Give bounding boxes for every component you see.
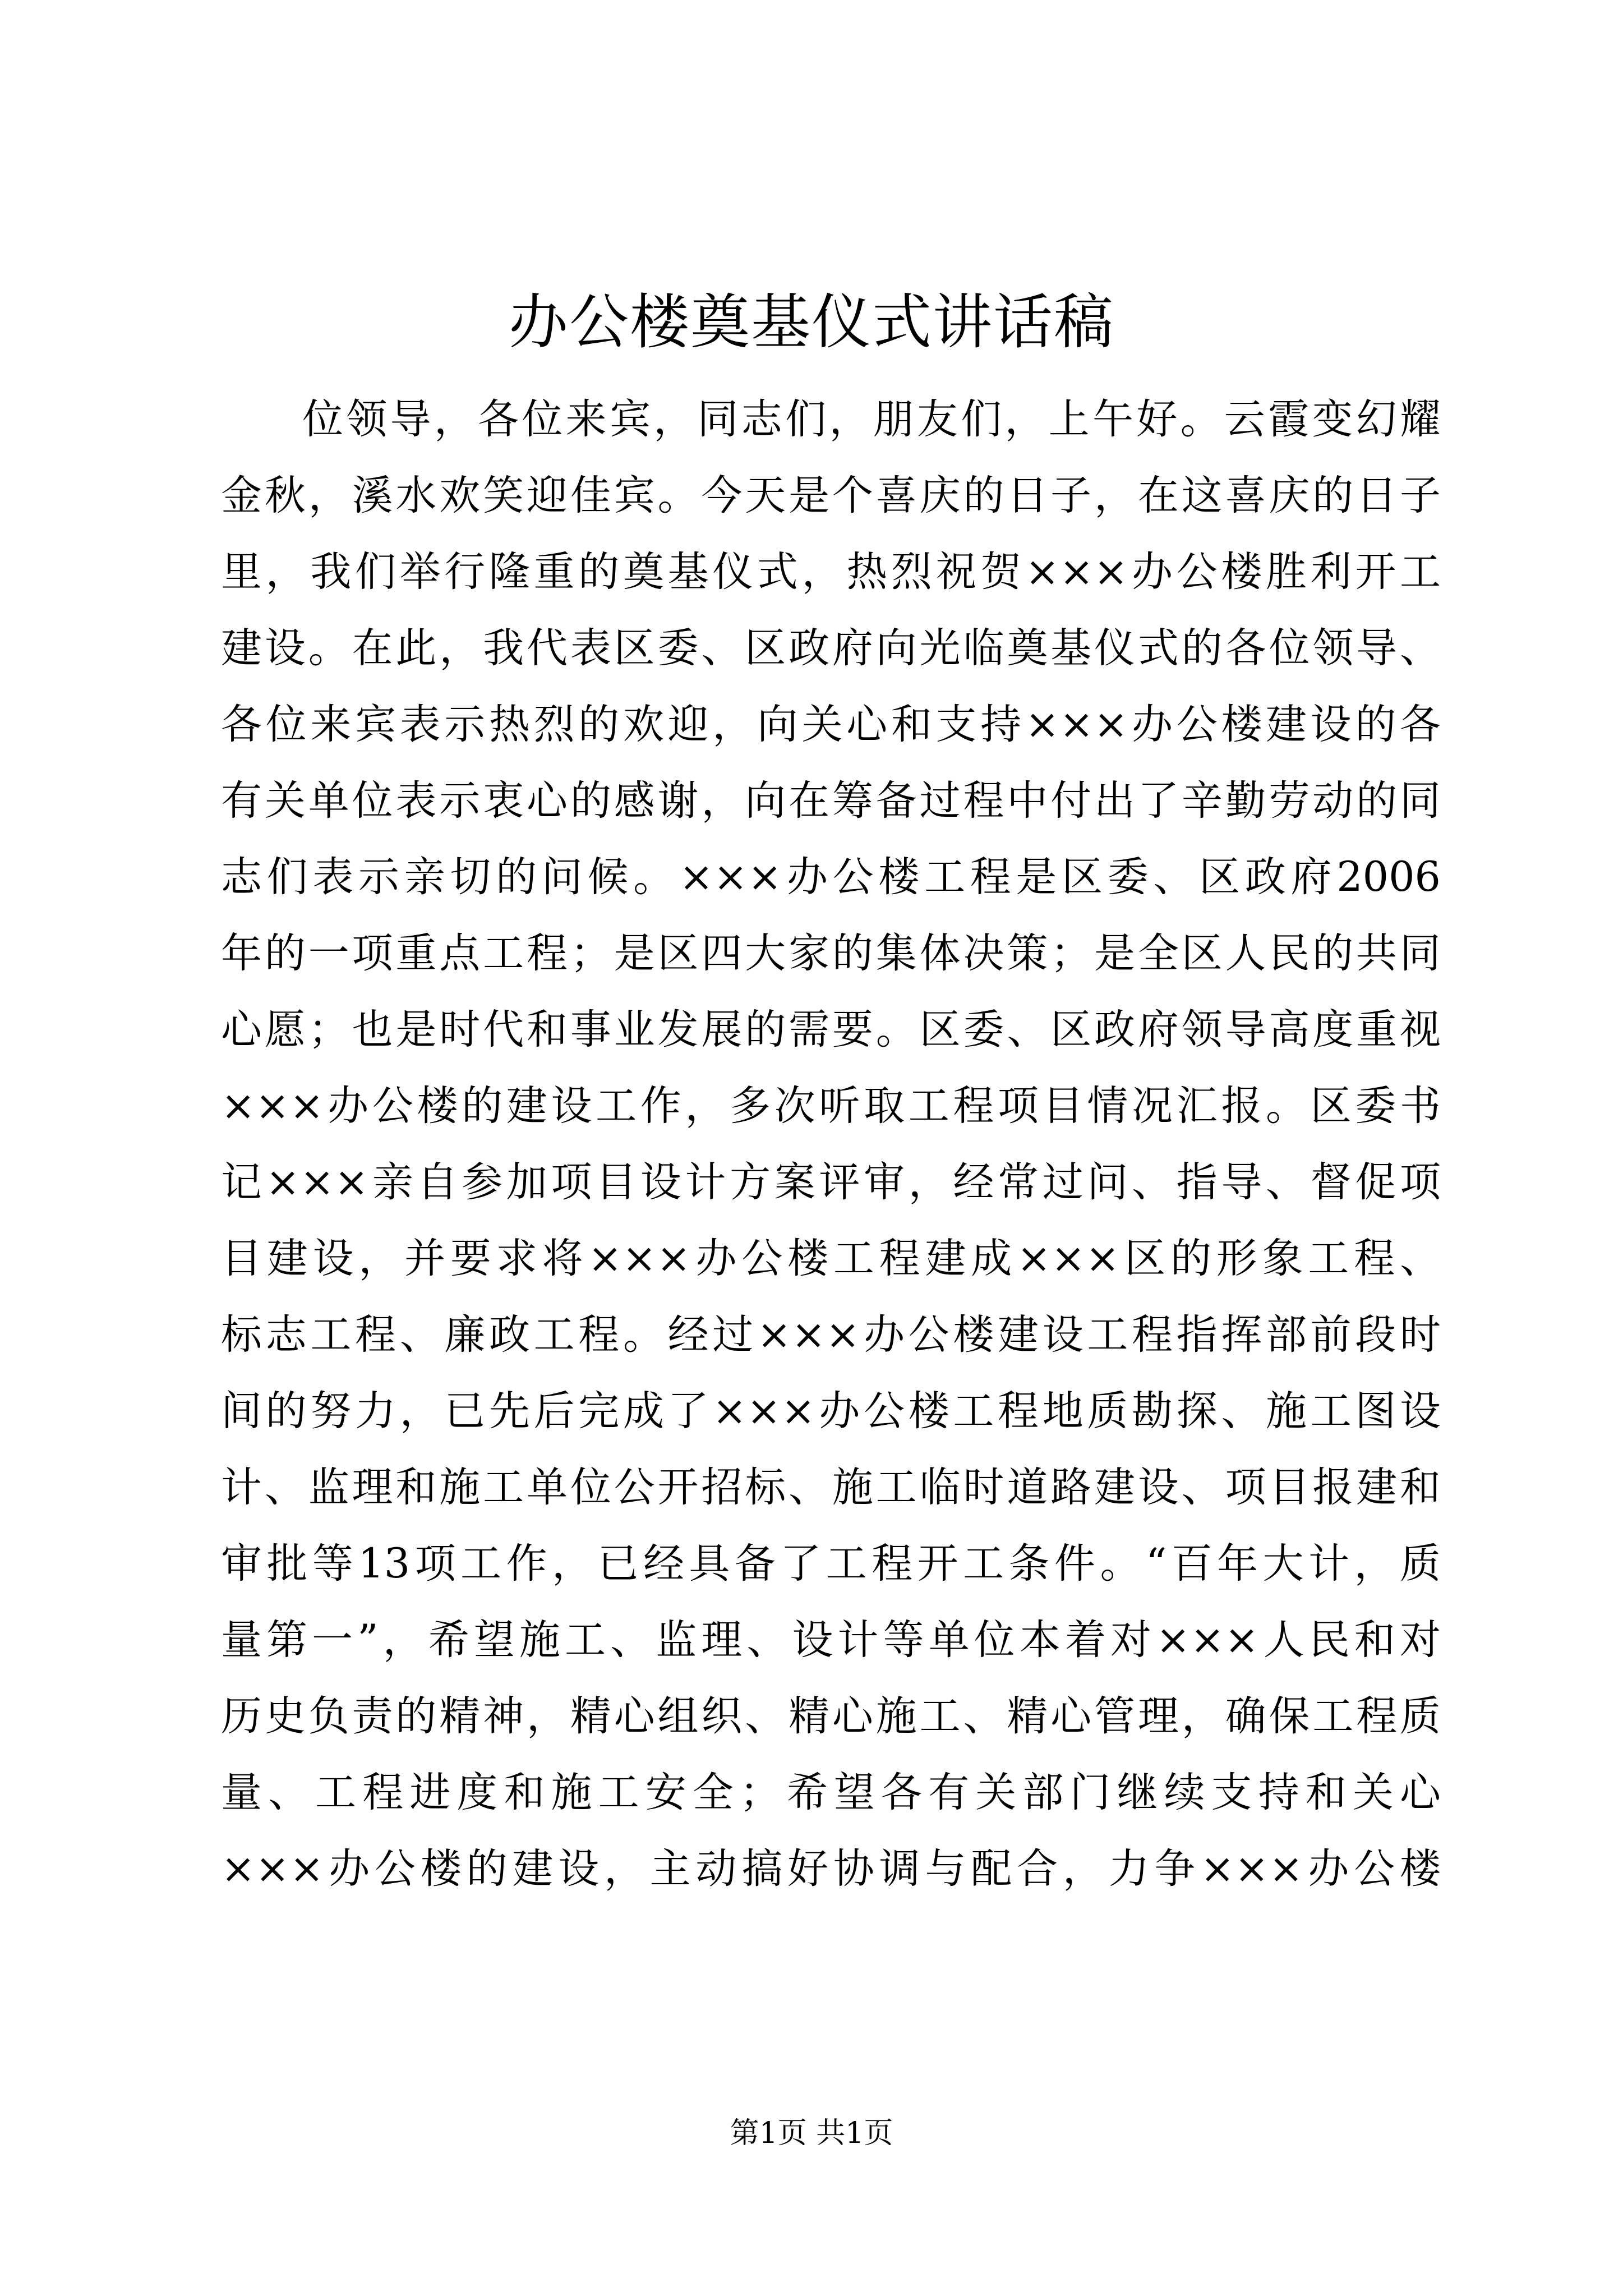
text-line: 量第一”，希望施工、监理、设计等单位本着对×××人民和对 bbox=[221, 1616, 1441, 1664]
text-line: 有关单位表示衷心的感谢，向在筹备过程中付出了辛勤劳动的同 bbox=[221, 777, 1441, 825]
text-line: 里，我们举行隆重的奠基仪式，热烈祝贺×××办公楼胜利开工 bbox=[221, 548, 1441, 596]
text-line: 计、监理和施工单位公开招标、施工临时道路建设、项目报建和 bbox=[221, 1464, 1441, 1511]
text-line: 建设。在此，我代表区委、区政府向光临奠基仪式的各位领导、 bbox=[221, 624, 1441, 672]
text-line: 间的努力，已先后完成了×××办公楼工程地质勘探、施工图设 bbox=[221, 1387, 1441, 1435]
text-line: 目建设，并要求将×××办公楼工程建成×××区的形象工程、 bbox=[221, 1235, 1441, 1282]
text-line: 历史负责的精神，精心组织、精心施工、精心管理，确保工程质 bbox=[221, 1692, 1441, 1740]
text-line: 金秋，溪水欢笑迎佳宾。今天是个喜庆的日子，在这喜庆的日子 bbox=[221, 472, 1441, 519]
document-title: 办公楼奠基仪式讲话稿 bbox=[509, 288, 1114, 357]
text-line: 位领导，各位来宾，同志们，朋友们，上午好。云霞变幻耀 bbox=[302, 395, 1441, 443]
text-line: 心愿；也是时代和事业发展的需要。区委、区政府领导高度重视 bbox=[221, 1006, 1441, 1053]
text-line: 记×××亲自参加项目设计方案评审，经常过问、指导、督促项 bbox=[221, 1158, 1441, 1206]
text-line: 各位来宾表示热烈的欢迎，向关心和支持×××办公楼建设的各 bbox=[221, 701, 1441, 748]
text-line: 年的一项重点工程；是区四大家的集体决策；是全区人民的共同 bbox=[221, 930, 1441, 977]
text-line: ×××办公楼的建设，主动搞好协调与配合，力争×××办公楼 bbox=[221, 1845, 1441, 1893]
body-paragraph bbox=[221, 381, 1441, 1907]
text-line: 审批等13项工作，已经具备了工程开工条件。“百年大计，质 bbox=[221, 1540, 1441, 1588]
text-line: 志们表示亲切的问候。×××办公楼工程是区委、区政府2006 bbox=[221, 853, 1441, 901]
page-number-footer: 第1页 共1页 bbox=[730, 2116, 893, 2150]
text-line: ×××办公楼的建设工作，多次听取工程项目情况汇报。区委书 bbox=[221, 1082, 1441, 1130]
text-line: 标志工程、廉政工程。经过×××办公楼建设工程指挥部前段时 bbox=[221, 1311, 1441, 1359]
text-line: 量、工程进度和施工安全；希望各有关部门继续支持和关心 bbox=[221, 1769, 1441, 1816]
